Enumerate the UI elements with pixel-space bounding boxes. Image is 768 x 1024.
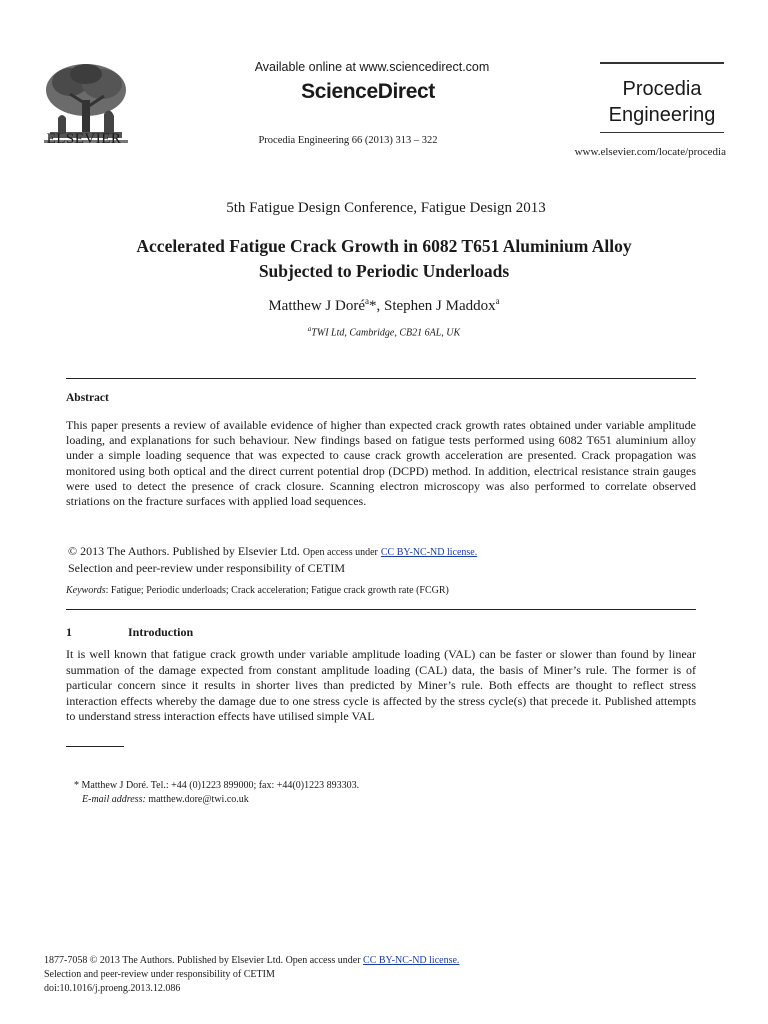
footer-copyright-line [44, 954, 744, 968]
footer-license-link[interactable]: CC BY-NC-ND license. [363, 955, 460, 966]
open-access-text: Open access under [302, 547, 378, 558]
email-label: E-mail address: [82, 794, 146, 805]
abstract-text: This paper presents a review of available evidence of higher than expected crack growth rates obtained under variable amplitude loading, and explanations for such behaviour. New findings based on fatigue tests performed using 6082 T651 aluminium alloy under a simple loading sequence that was expected to cause crack growth acceleration are presented. Crack propagation was monitored using both optical and the direct current potential drop (DCPD) method. In addition, electrical resistance strain gauges were used to detect the presence of crack closure. Scanning electron microscopy was also performed to correlate observed striations on the fracture surfaces with applied load sequences. [66, 418, 696, 509]
corresponding-mark: * [368, 298, 377, 314]
journal-name-line2: Engineering [608, 104, 716, 126]
journal-name-line1: Procedia [622, 78, 702, 100]
keywords-line [66, 585, 696, 596]
article-title-line2: Subjected to Periodic Underloads [258, 261, 510, 281]
footer-peer-review: Selection and peer-review under responsibility of CETIM [44, 969, 275, 980]
author-1-affil-mark: a [364, 296, 369, 306]
conference-name: 5th Fatigue Design Conference, Fatigue Design 2013 [226, 200, 546, 216]
article-title-line1: Accelerated Fatigue Crack Growth in 6082 T651 Aluminium Alloy [136, 236, 632, 256]
section-number: 1 [66, 625, 72, 639]
footer-open-access: Open access under [285, 955, 361, 966]
available-online-text: Available online at www.sciencedirect.com [254, 60, 490, 74]
footnote-email [82, 794, 249, 805]
abstract-heading: Abstract [66, 392, 109, 404]
keywords-text: : Fatigue; Periodic underloads; Crack acceleration; Fatigue crack growth rate (FCGR) [105, 585, 449, 596]
affiliation-mark: a [307, 325, 312, 333]
copyright-block [68, 544, 698, 575]
journal-bottom-rule [600, 132, 724, 133]
abstract-top-rule [66, 378, 696, 379]
footnote-contact: * Matthew J Doré. Tel.: +44 (0)1223 899000; fax: +44(0)1223 893303. [74, 780, 360, 791]
author-1: Matthew J Doré [268, 298, 365, 314]
email-address[interactable]: matthew.dore@twi.co.uk [145, 794, 249, 805]
footer-doi[interactable]: doi:10.1016/j.proeng.2013.12.086 [44, 983, 181, 994]
page-footer [44, 954, 744, 996]
journal-url-link[interactable]: www.elsevier.com/locate/procedia [574, 146, 726, 158]
introduction-text: It is well known that fatigue crack growth under variable amplitude loading (VAL) can be faster or slower than found by linear summation of the damage expected from constant amplitude loading (CAL) data, the basis of Miner’s rule. The former is of particular concern since it results in shorter lives than predicted by Miner’s rule. Both effects are thought to reflect stress interaction effects whereby the damage due to one stress cycle is affected by the stress cycle(s) that precede it. Published attempts to understand stress interaction effects have utilised simple VAL [66, 647, 696, 724]
author-2-affil-mark: a [495, 296, 500, 306]
journal-name [596, 76, 728, 128]
abstract-bottom-rule [66, 609, 696, 610]
copyright-text: © 2013 The Authors. Published by Elsevier Ltd. [68, 544, 300, 558]
article-title [60, 234, 708, 284]
journal-citation: Procedia Engineering 66 (2013) 313 – 322 [258, 135, 438, 146]
affiliation [0, 325, 768, 338]
keywords-label: Keywords [66, 585, 106, 596]
affiliation-text: TWI Ltd, Cambridge, CB21 6AL, UK [311, 327, 461, 339]
copyright-line [68, 544, 698, 561]
publisher-logo-text: ELSEVIER [46, 131, 122, 147]
author-list [0, 296, 768, 315]
sciencedirect-wordmark: ScienceDirect [301, 80, 435, 103]
journal-top-rule [600, 62, 724, 64]
footnote-rule [66, 746, 124, 747]
section-heading: Introduction [128, 625, 194, 639]
peer-review-line: Selection and peer-review under responsibility of CETIM [68, 560, 346, 575]
footer-issn-copyright: 1877-7058 © 2013 The Authors. Published by Elsevier Ltd. [44, 955, 284, 966]
license-link[interactable]: CC BY-NC-ND license. [380, 547, 478, 558]
author-2: , Stephen J Maddox [376, 298, 496, 314]
